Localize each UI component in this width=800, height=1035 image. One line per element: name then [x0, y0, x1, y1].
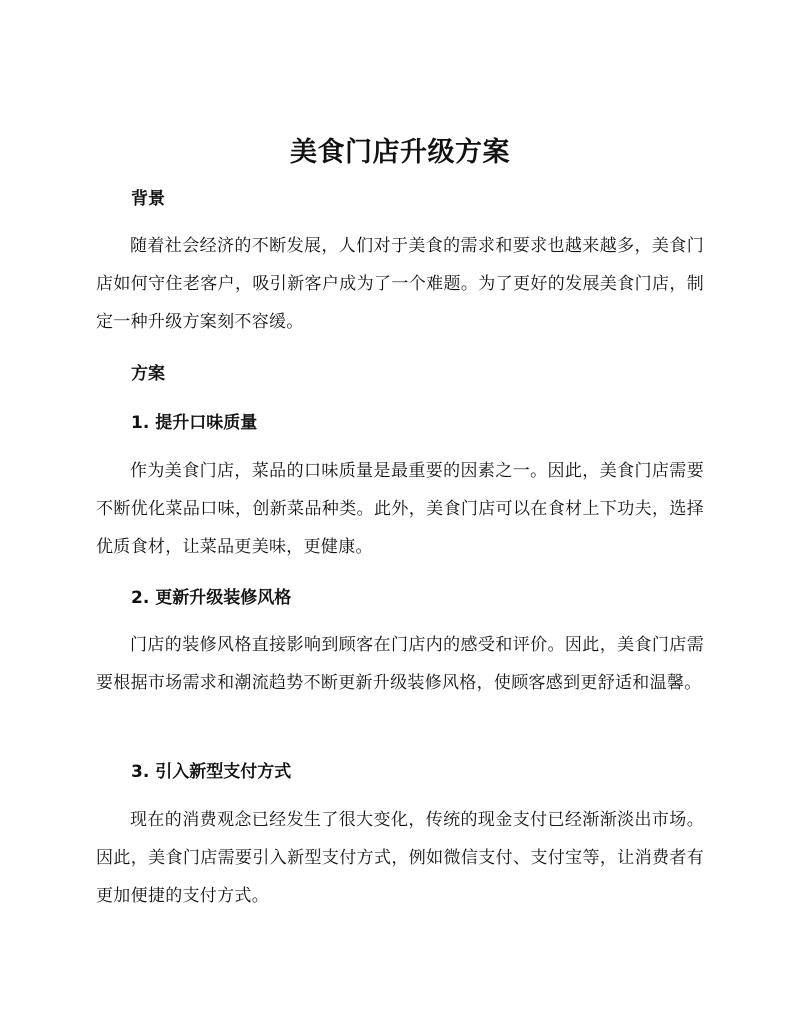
section-heading-background: 背景	[131, 189, 165, 209]
paragraph-background: 随着社会经济的不断发展，人们对于美食的需求和要求也越来越多，美食门店如何守住老客户，吸引新客户成为了一个难题。为了更好的发展美食门店，制定一种升级方案刻不容缓。	[96, 236, 704, 332]
section-heading-taste: 1. 提升口味质量	[131, 413, 258, 433]
section-heading-payment: 3. 引入新型支付方式	[131, 762, 292, 782]
paragraph-taste: 作为美食门店，菜品的口味质量是最重要的因素之一。因此，美食门店需要不断优化菜品口味，创新菜品种类。此外，美食门店可以在食材上下功夫，选择优质食材，让菜品更美味，更健康。	[96, 461, 704, 557]
paragraph-decoration: 门店的装修风格直接影响到顾客在门店内的感受和评价。因此，美食门店需要根据市场需求和潮流趋势不断更新升级装修风格，使顾客感到更舒适和温馨。	[96, 635, 704, 693]
section-heading-plan: 方案	[131, 364, 165, 384]
document-title: 美食门店升级方案	[290, 137, 510, 168]
paragraph-payment: 现在的消费观念已经发生了很大变化，传统的现金支付已经渐渐淡出市场。因此，美食门店需要引入新型支付方式，例如微信支付、支付宝等，让消费者有更加便捷的支付方式。	[96, 810, 704, 906]
section-heading-decoration: 2. 更新升级装修风格	[131, 588, 292, 608]
